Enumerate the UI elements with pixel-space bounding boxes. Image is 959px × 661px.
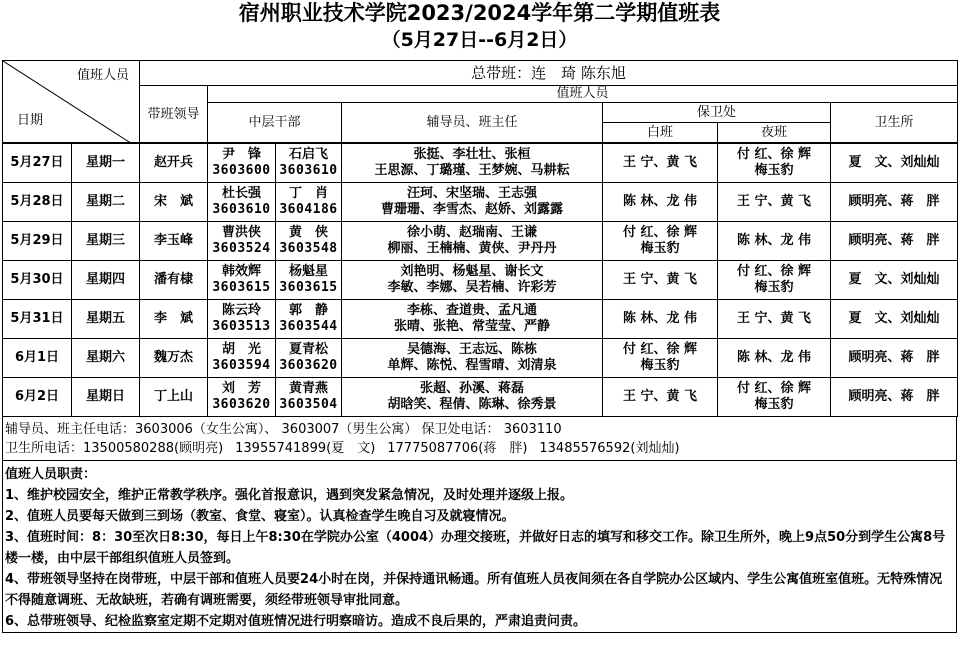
counselor-line1: 张挺、李壮壮、张桓 (413, 147, 531, 162)
counselor-header: 辅导员、班主任 (342, 103, 603, 143)
date-cell (3, 183, 72, 222)
cadre1-line2: 3603513 (212, 319, 271, 334)
counselor-cell (342, 339, 603, 378)
clinic-phone: 13500580288(顾明亮) (83, 441, 224, 456)
weekday-line1: 星期五 (85, 311, 125, 326)
clinic-line1: 顾明亮、蒋 胖 (848, 233, 940, 248)
cadre1-line1: 杜长强 (221, 186, 261, 201)
duty-row (3, 300, 958, 339)
clinic-line1: 顾明亮、蒋 胖 (848, 389, 940, 404)
cadre2-line2: 3603615 (279, 280, 338, 295)
leader-cell (140, 339, 208, 378)
cadre2-cell (276, 183, 342, 222)
duty-row (3, 144, 958, 183)
notes-section (2, 417, 957, 633)
security-header: 保卫处 (603, 103, 831, 123)
leader-cell (140, 144, 208, 183)
cadre2-cell (276, 378, 342, 417)
day-shift-line1: 王 宁、黄 飞 (622, 155, 698, 170)
counselor-line1: 吴德海、王志远、陈栋 (406, 342, 537, 357)
clinic-cell (831, 300, 958, 339)
day-shift-line1: 陈 林、龙 伟 (622, 311, 698, 326)
counselor-cell (342, 144, 603, 183)
leader-cell (140, 378, 208, 417)
corner-header-cell (3, 61, 140, 143)
leader-line1: 宋 斌 (153, 194, 193, 209)
counselor-security-phones: 辅导员、班主任电话：3603006（女生公寓）、 3603007（男生公寓） 保卫处电话： 3603110 (5, 422, 562, 437)
night-shift-line2: 梅玉豹 (754, 163, 794, 178)
cadre1-line1: 胡 光 (221, 342, 261, 357)
weekday-cell (72, 261, 140, 300)
clinic-line1: 夏 文、刘灿灿 (848, 155, 940, 170)
weekday-cell (72, 222, 140, 261)
duty-item: 2、值班人员要每天做到三到场（教室、食堂、寝室）。认真检查学生晚自习及就寝情况。 (5, 509, 515, 524)
clinic-phone: 17775087706(蒋 胖) (387, 441, 528, 456)
day-shift-cell (603, 183, 718, 222)
clinic-line1: 夏 文、刘灿灿 (848, 311, 940, 326)
duty-table-body (2, 143, 958, 417)
date-line1: 5月28日 (10, 194, 64, 209)
cadre2-line2: 3603610 (279, 163, 338, 178)
clinic-cell (831, 339, 958, 378)
clinic-cell (831, 144, 958, 183)
cadre1-cell (208, 183, 276, 222)
page-title: 宿州职业技术学院2023/2024学年第二学期值班表 (238, 1, 721, 25)
leader-line1: 潘有棣 (153, 272, 193, 287)
cadre2-cell (276, 144, 342, 183)
cadre2-line2: 3603620 (279, 358, 338, 373)
night-shift-line1: 陈 林、龙 伟 (736, 233, 812, 248)
clinic-phones (5, 439, 954, 458)
cadre2-line2: 3603504 (279, 397, 338, 412)
cadre2-line1: 郭 静 (288, 303, 328, 318)
day-shift-line1: 付 红、徐 辉 (622, 225, 698, 240)
clinic-phone: 13485576592(刘灿灿) (539, 441, 680, 456)
cadre1-line2: 3603610 (212, 202, 271, 217)
date-cell (3, 300, 72, 339)
cadre2-line2: 3604186 (279, 202, 338, 217)
night-shift-line1: 付 红、徐 辉 (736, 381, 812, 396)
night-shift-line2: 梅玉豹 (754, 280, 794, 295)
cadre1-line2: 3603600 (212, 163, 271, 178)
chief-on-duty: 总带班：连 琦 陈东旭 (140, 61, 958, 86)
cadre1-line2: 3603615 (212, 280, 271, 295)
night-shift-line1: 付 红、徐 辉 (736, 264, 812, 279)
day-shift-line1: 付 红、徐 辉 (622, 342, 698, 357)
clinic-line1: 顾明亮、蒋 胖 (848, 194, 940, 209)
leader-cell (140, 261, 208, 300)
day-shift-cell (603, 222, 718, 261)
weekday-line1: 星期六 (85, 350, 125, 365)
date-line1: 5月30日 (10, 272, 64, 287)
counselor-line2: 李敏、李娜、吴若楠、许彩芳 (387, 280, 557, 295)
night-shift-cell (718, 339, 831, 378)
leader-line1: 赵开兵 (153, 155, 193, 170)
date-line1: 6月1日 (14, 350, 60, 365)
cadre2-line1: 丁 肖 (288, 186, 328, 201)
date-cell (3, 144, 72, 183)
date-line1: 5月27日 (10, 155, 64, 170)
duty-row (3, 339, 958, 378)
day-shift-cell (603, 339, 718, 378)
cadre1-line2: 3603594 (212, 358, 271, 373)
leader-cell (140, 183, 208, 222)
leader-line1: 丁上山 (153, 389, 193, 404)
weekday-line1: 星期二 (85, 194, 125, 209)
counselor-line2: 曹珊珊、李雪杰、赵娇、刘露露 (380, 202, 563, 217)
cadre2-cell (276, 222, 342, 261)
day-shift-line1: 王 宁、黄 飞 (622, 272, 698, 287)
cadre2-line1: 杨魁星 (288, 264, 328, 279)
counselor-line1: 张超、孙溪、蒋磊 (419, 381, 524, 396)
clinic-line1: 顾明亮、蒋 胖 (848, 350, 940, 365)
cadre2-line2: 3603544 (279, 319, 338, 334)
cadre2-cell (276, 300, 342, 339)
counselor-line1: 汪珂、宋坚瑞、王志强 (406, 186, 537, 201)
weekday-line1: 星期一 (85, 155, 125, 170)
night-shift-line1: 付 红、徐 辉 (736, 147, 812, 162)
cadre1-line2: 3603620 (212, 397, 271, 412)
weekday-line1: 星期日 (85, 389, 125, 404)
cadre1-line1: 韩效辉 (221, 264, 261, 279)
cadre1-cell (208, 222, 276, 261)
duty-row (3, 183, 958, 222)
clinic-phone-label: 卫生所电话： (5, 441, 84, 456)
corner-label-date: 日期 (17, 113, 44, 128)
cadre2-line1: 石启飞 (288, 147, 328, 162)
counselor-cell (342, 222, 603, 261)
counselor-line2: 胡晗笑、程倩、陈琳、徐秀景 (387, 397, 557, 412)
night-shift-cell (718, 261, 831, 300)
duty-item: 4、带班领导坚持在岗带班，中层干部和值班人员要24小时在岗，并保持通讯畅通。所有值班人员夜间须在各自学院办公区域内、学生公寓值班室值班。无特殊情况不得随意调班、无故缺班，若确有调班需要，须经带班领导审批同意。 (5, 572, 943, 608)
clinic-header: 卫生所 (831, 103, 958, 143)
date-line1: 5月31日 (10, 311, 64, 326)
night-shift-cell (718, 300, 831, 339)
middle-cadre-header: 中层干部 (208, 103, 342, 143)
counselor-line2: 柳丽、王楠楠、黄侠、尹丹丹 (387, 241, 557, 256)
weekday-cell (72, 300, 140, 339)
counselor-line2: 张晴、张艳、常莹莹、严静 (393, 319, 550, 334)
duty-row (3, 222, 958, 261)
cadre1-cell (208, 378, 276, 417)
duties-heading: 值班人员职责： (5, 467, 97, 482)
cadre1-line1: 曹洪侠 (221, 225, 261, 240)
page-subtitle: （5月27日--6月2日） (381, 29, 578, 51)
cadre1-line1: 尹 锋 (221, 147, 261, 162)
leader-line1: 魏万杰 (153, 350, 193, 365)
clinic-cell (831, 222, 958, 261)
leader-header (140, 86, 208, 143)
cadre2-line1: 黄 侠 (288, 225, 328, 240)
cadre2-line1: 夏青松 (288, 342, 328, 357)
cadre1-cell (208, 300, 276, 339)
cadre2-line1: 黄青燕 (288, 381, 328, 396)
clinic-line1: 夏 文、刘灿灿 (848, 272, 940, 287)
night-shift-line1: 王 宁、黄 飞 (736, 194, 812, 209)
clinic-phone: 13955741899(夏 文) (235, 441, 376, 456)
duty-item: 3、值班时间：8：30至次日8:30，每日上午8:30在学院办公室（4004）办理交接班，并做好日志的填写和移交工作。除卫生所外，晚上9点50分到学生公寓8号楼一楼，由中层干部组织值班人员签到。 (5, 530, 946, 566)
day-shift-cell (603, 261, 718, 300)
counselor-line1: 刘艳明、杨魁星、谢长文 (400, 264, 544, 279)
duty-row (3, 378, 958, 417)
counselor-cell (342, 378, 603, 417)
day-shift-line1: 王 宁、黄 飞 (622, 389, 698, 404)
day-shift-line1: 陈 林、龙 伟 (622, 194, 698, 209)
clinic-cell (831, 378, 958, 417)
duty-item: 1、维护校园安全，维护正常教学秩序。强化首报意识，遇到突发紧急情况，及时处理并逐级上报。 (5, 488, 574, 503)
date-line1: 6月2日 (14, 389, 60, 404)
date-cell (3, 261, 72, 300)
weekday-cell (72, 183, 140, 222)
night-shift-line1: 王 宁、黄 飞 (736, 311, 812, 326)
counselor-line1: 徐小萌、赵瑞南、王谦 (406, 225, 537, 240)
day-shift-header: 白班 (603, 123, 718, 143)
weekday-cell (72, 144, 140, 183)
date-cell (3, 339, 72, 378)
duty-row (3, 261, 958, 300)
day-shift-cell (603, 144, 718, 183)
leader-cell (140, 222, 208, 261)
leader-line1: 李 斌 (153, 311, 193, 326)
date-line1: 5月29日 (10, 233, 64, 248)
cadre1-line2: 3603524 (212, 241, 271, 256)
duty-table (2, 60, 958, 143)
weekday-cell (72, 339, 140, 378)
leader-line1: 李玉峰 (153, 233, 193, 248)
day-shift-cell (603, 378, 718, 417)
weekday-cell (72, 378, 140, 417)
counselor-cell (342, 261, 603, 300)
clinic-cell (831, 183, 958, 222)
counselor-cell (342, 300, 603, 339)
weekday-line1: 星期三 (85, 233, 125, 248)
leader-header-label: 带班领导 (147, 106, 200, 122)
cadre2-cell (276, 261, 342, 300)
counselor-cell (342, 183, 603, 222)
phone-info (3, 417, 956, 461)
corner-label-staff: 值班人员 (76, 68, 129, 83)
night-shift-cell (718, 222, 831, 261)
cadre1-cell (208, 339, 276, 378)
day-shift-cell (603, 300, 718, 339)
counselor-line1: 李栋、查道贵、孟凡通 (406, 303, 537, 318)
night-shift-header: 夜班 (718, 123, 831, 143)
weekday-line1: 星期四 (85, 272, 125, 287)
day-shift-line2: 梅玉豹 (640, 358, 680, 373)
counselor-line2: 王思源、丁璐瑾、王梦婉、马耕耘 (374, 163, 570, 178)
cadre2-cell (276, 339, 342, 378)
night-shift-line1: 陈 林、龙 伟 (736, 350, 812, 365)
cadre2-line2: 3603548 (279, 241, 338, 256)
night-shift-cell (718, 183, 831, 222)
cadre1-cell (208, 261, 276, 300)
cadre1-line1: 陈云玲 (221, 303, 261, 318)
duty-staff-header: 值班人员 (208, 86, 958, 103)
clinic-cell (831, 261, 958, 300)
counselor-line2: 单辉、陈悦、程雪晴、刘清泉 (387, 358, 557, 373)
cadre1-cell (208, 144, 276, 183)
date-cell (3, 222, 72, 261)
night-shift-cell (718, 144, 831, 183)
night-shift-line2: 梅玉豹 (754, 397, 794, 412)
cadre1-line1: 刘 芳 (221, 381, 261, 396)
duty-item: 6、总带班领导、纪检监察室定期不定期对值班情况进行明察暗访。造成不良后果的，严肃追责问责。 (5, 614, 587, 629)
duty-responsibilities (3, 461, 956, 632)
date-cell (3, 378, 72, 417)
leader-cell (140, 300, 208, 339)
day-shift-line2: 梅玉豹 (640, 241, 680, 256)
night-shift-cell (718, 378, 831, 417)
